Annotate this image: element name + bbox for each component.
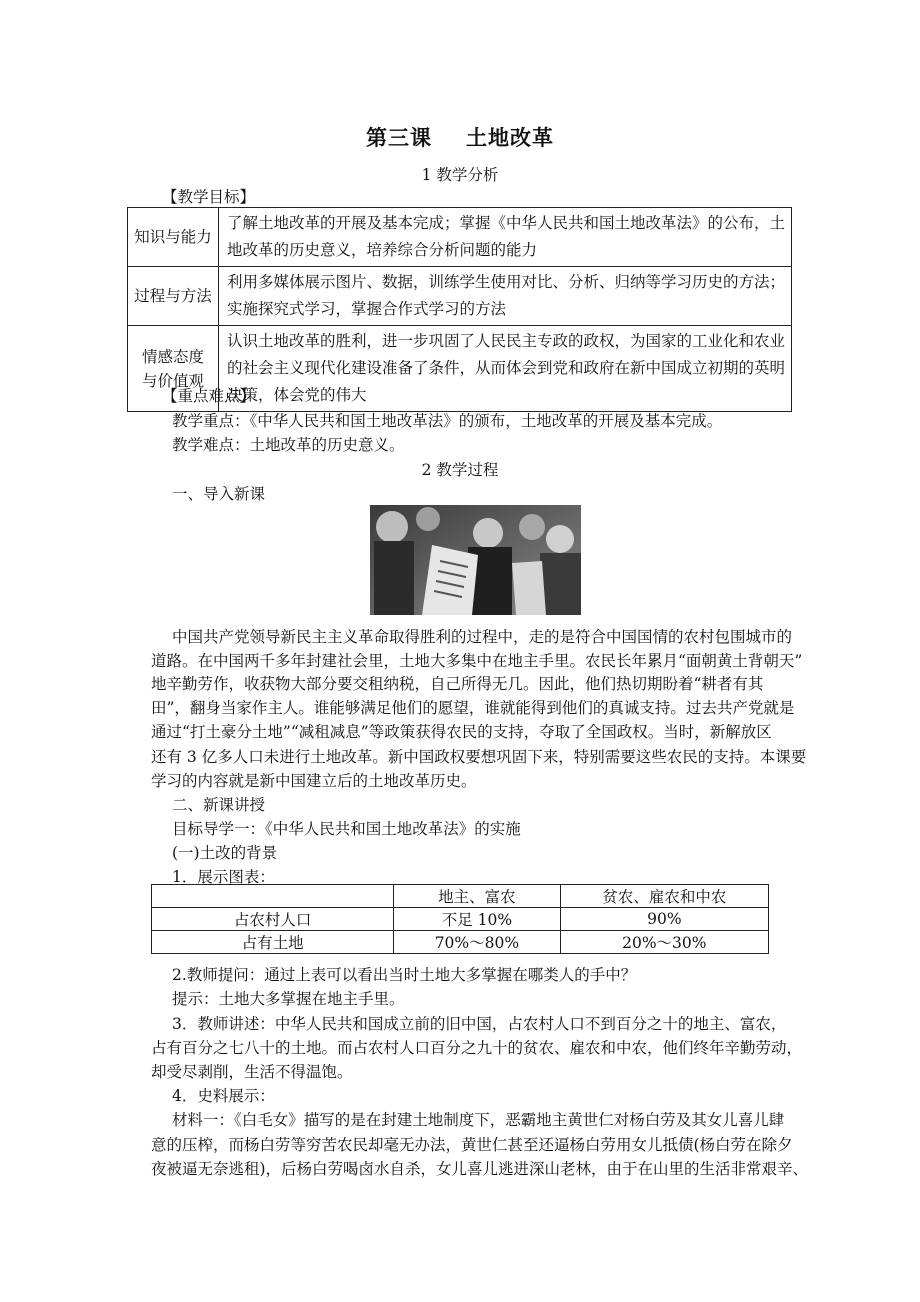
paragraph-line: 中国共产党领导新民主主义革命取得胜利的过程中，走的是符合中国国情的农村包围城市的 <box>172 628 793 646</box>
paragraph-line: 道路。在中国两千多年封建社会里，土地大多集中在地主手里。农民长年累月“面朝黄土背朝天” <box>151 652 803 670</box>
lesson-name: 土地改革 <box>466 125 554 150</box>
goal-line: 认识土地改革的胜利，进一步巩固了人民民主专政的政权，为国家的工业化和农业 <box>226 332 785 350</box>
intro-heading: 一、导入新课 <box>172 485 266 503</box>
land-distribution-table <box>151 884 769 954</box>
table-cell: 20%～30% <box>560 931 768 954</box>
narration-line: 占有百分之七八十的土地。而占农村人口百分之九十的贫农、雇农和中农，他们终年辛勤劳动， <box>151 1039 803 1057</box>
goal-line: 实施探究式学习，掌握合作式学习的方法 <box>226 300 506 318</box>
table-cell: 占有土地 <box>152 931 394 954</box>
goal-description <box>218 326 791 412</box>
paragraph-line: 学习的内容就是新中国建立后的土地改革历史。 <box>151 772 477 790</box>
teaching-goals-label: 【教学目标】 <box>162 188 256 206</box>
material-line: 意的压榨，而杨白劳等穷苦农民却毫无办法，黄世仁甚至还逼杨白劳用女儿抵债(杨白劳在除夕 <box>151 1136 793 1154</box>
goal-line: 利用多媒体展示图片、数据，训练学生使用对比、分析、归纳等学习历史的方法； <box>226 273 785 291</box>
table-cell: 90% <box>560 908 768 931</box>
table-row <box>152 931 769 954</box>
goal-line: 了解土地改革的开展及基本完成；掌握《中华人民共和国土地改革法》的公布，土 <box>226 214 785 232</box>
table-cell: 不足 10% <box>394 908 561 931</box>
lesson-title <box>0 122 920 152</box>
goal-description <box>218 208 791 267</box>
table-cell: 占农村人口 <box>152 908 394 931</box>
table-row <box>128 267 792 326</box>
table-header-cell: 贫农、雇农和中农 <box>560 885 768 908</box>
narration-line: 却受尽剥削，生活不得温饱。 <box>151 1063 353 1081</box>
section-teaching-analysis: 1 教学分析 <box>421 166 499 184</box>
step-show-table: 1．展示图表： <box>172 868 275 886</box>
teaching-difficulty: 教学难点：土地改革的历史意义。 <box>172 436 405 454</box>
table-row <box>152 908 769 931</box>
lesson-number: 第三课 <box>366 125 432 150</box>
step-historical-material: 4．史料展示： <box>172 1087 275 1105</box>
guide-heading: 目标导学一：《中华人民共和国土地改革法》的实施 <box>172 820 521 838</box>
section-teaching-process: 2 教学过程 <box>421 461 499 479</box>
teacher-question: 2.教师提问：通过上表可以看出当时土地大多掌握在哪类人的手中？ <box>172 966 637 984</box>
paragraph-line: 通过“打土豪分土地”“减租减息”等政策获得农民的支持，夺取了全国政权。当时，新解放区 <box>151 723 772 741</box>
peasants-reading-notice-image <box>370 505 581 615</box>
table-cell: 70%～80% <box>394 931 561 954</box>
material-line: 夜被逼无奈逃租)，后杨白劳喝卤水自杀，女儿喜儿逃进深山老林，由于在山里的生活非常艰辛、 <box>151 1160 809 1178</box>
table-header-cell <box>152 885 394 908</box>
goal-line: 地改革的历史意义，培养综合分析问题的能力 <box>226 241 537 259</box>
key-points-label: 【重点难点】 <box>162 387 256 405</box>
paragraph-line: 田”，翻身当家作主人。谁能够满足他们的愿望，谁就能得到他们的真诚支持。过去共产党就是 <box>151 699 795 717</box>
narration-line: 3．教师讲述：中华人民共和国成立前的旧中国，占农村人口不到百分之十的地主、富农， <box>172 1015 787 1033</box>
goal-category-line: 与价值观 <box>141 371 204 390</box>
paragraph-line: 地辛勤劳作，收获物大部分要交租纳税，自己所得无几。因此，他们热切期盼着“耕者有其 <box>151 675 764 693</box>
goal-category-line: 情感态度 <box>141 347 204 366</box>
goal-category: 知识与能力 <box>128 208 219 267</box>
goal-line: 的社会主义现代化建设准备了条件，从而体会到党和政府在新中国成立初期的英明 <box>226 359 785 377</box>
subsection-heading: (一)土改的背景 <box>172 844 278 862</box>
goal-line: 决策，体会党的伟大 <box>226 386 367 404</box>
table-header-row <box>152 885 769 908</box>
table-header-cell: 地主、富农 <box>394 885 561 908</box>
hint: 提示：土地大多掌握在地主手里。 <box>172 990 405 1008</box>
material-line: 材料一：《白毛女》描写的是在封建土地制度下，恶霸地主黄世仁对杨白劳及其女儿喜儿肆 <box>172 1111 785 1129</box>
table-row <box>128 208 792 267</box>
historical-photo <box>370 505 581 615</box>
teaching-goals-table <box>127 207 792 412</box>
paragraph-line: 还有 3 亿多人口未进行土地改革。新中国政权要想巩固下来，特别需要这些农民的支持。本课要 <box>151 748 807 766</box>
new-lesson-heading: 二、新课讲授 <box>172 796 266 814</box>
teaching-focus: 教学重点：《中华人民共和国土地改革法》的颁布，土地改革的开展及基本完成。 <box>172 412 723 430</box>
goal-category: 过程与方法 <box>128 267 219 326</box>
goal-description <box>218 267 791 326</box>
